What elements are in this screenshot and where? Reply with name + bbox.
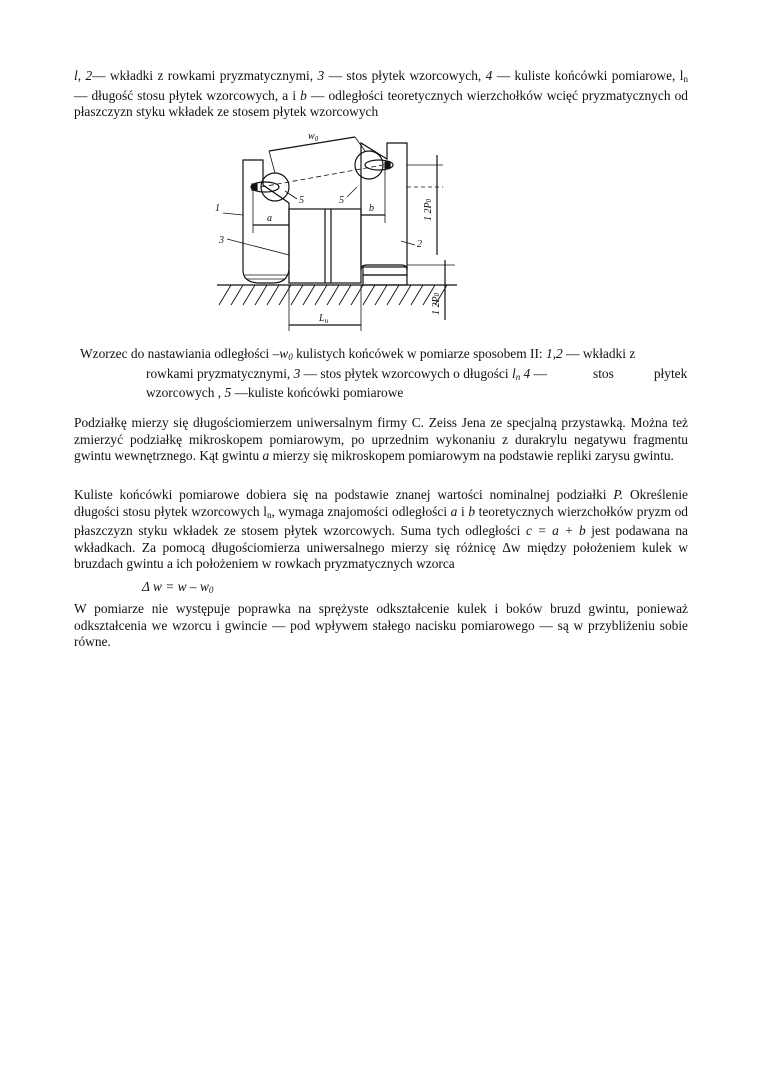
body-paragraph-3: W pomiarze nie występuje poprawka na sprężyste odkształcenie kulek i boków bruzd gwintu, ponieważ odkształcenia we wzorcu i gwincie — pod wpływem stałego nacisku pomiarowego — są w przybliżeniu sobie równe. <box>74 601 688 649</box>
legend-number-1-2: l, 2 <box>74 68 93 83</box>
part-label-5-right: 5 <box>339 195 344 206</box>
dimension-label-a: a <box>267 213 272 224</box>
display-formula: Δ $w = w - w_0$ <box>142 579 214 595</box>
legend-text: — kuliste końcówki pomiarowe, l <box>492 68 684 83</box>
right-insert-base <box>363 267 407 275</box>
technical-drawing <box>205 125 475 340</box>
legend-text: — długość stosu płytek wzorcowych, a i <box>74 87 301 103</box>
inline-formula: c = a + b <box>525 523 586 538</box>
p0-label-lower: 1 2P0 <box>431 292 442 315</box>
dimension-label-ln: $L_n$ <box>319 313 329 325</box>
left-insert <box>243 160 289 283</box>
symbol-b: b <box>300 87 307 103</box>
part-label-2: 2 <box>417 239 422 250</box>
legend-number-3: 3 <box>317 68 325 83</box>
part-label-1: 1 <box>215 203 220 214</box>
body-paragraph-2: Kuliste końcówki pomiarowe dobiera się na podstawie znanej wartości nominalnej podziałki P. Określenie długości stosu płytek wzorcowych $l_n$, wymaga znajomości odległości a i b teoretycznych wierzchołków pryzm od płaszczyzn styku wkładek ze stosem płytek wzorcowych. Suma tych odległości c = a + b jest podawana na wkładkach. Za pomocą długościomierza uniwersalnego mierzy się różnicę Δw między położeniem kulek w bruzdach gwintu a ich położeniem w rowkach pryzmatycznych wzorca <box>74 487 689 571</box>
symbol-P: P. <box>613 487 624 502</box>
caption-line-2: rowkami pryzmatycznymi, 3 — stos płytek wzorcowych o długości $l_n$ 4 — stos płytek <box>146 365 688 382</box>
base-hatching <box>219 285 447 305</box>
caption-line-1: Wzorzec do nastawiania odległości $-w_0$ kulistych końcówek w pomiarze sposobem II: 1,2 — wkładki z <box>80 346 636 362</box>
figure-legend-paragraph <box>74 68 688 121</box>
legend-text: — odległości teoretycznych wierzchołków wcięć pryzmatycznych od płaszczyzn styku wkładek ze stosem płytek wzorcowych <box>74 87 689 119</box>
symbol-alpha: a <box>262 448 270 463</box>
figure-caption <box>80 346 688 402</box>
legend-text: — stos płytek wzorcowych, <box>324 68 486 83</box>
dimension-label-b: b <box>369 203 374 214</box>
subscript-n: n <box>683 74 688 84</box>
caption-line-3: wzorcowych , 5 —kuliste końcówki pomiarowe <box>146 385 404 400</box>
w0-label: $w_0$ <box>308 131 319 143</box>
part-label-5-left: 5 <box>299 195 304 206</box>
p0-label-upper: 1 2P0 <box>423 198 434 221</box>
legend-text: — wkładki z rowkami pryzmatycznymi, <box>92 68 318 83</box>
legend-number-4: 4 <box>485 68 493 83</box>
right-ball <box>355 151 383 179</box>
body-paragraph-1: Podziałkę mierzy się długościomierzem uniwersalnym firmy C. Zeiss Jena ze specjalną przystawką. Można też zmierzyć podziałkę mikroskopem pomiarowym, po uprzednim wykonaniu z durakrylu negatywu fragmentu gwintu wewnętrznego. Kąt gwintu a mierzy się mikroskopem pomiarowym na podstawie repliki zarysu gwintu. <box>74 415 688 463</box>
part-label-3: 3 <box>219 235 224 246</box>
